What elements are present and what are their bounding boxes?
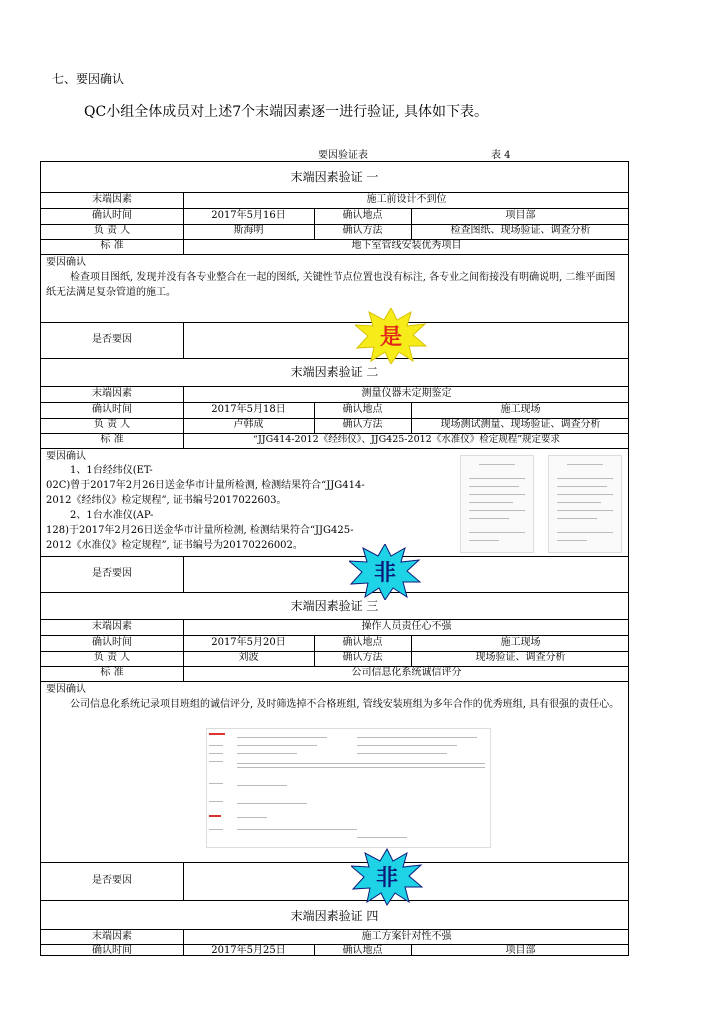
b2-confirm-line: 02C)曾于2017年2月26日送金华市计量所检测, 检测结果符合“JJG414- (46, 480, 365, 491)
b2-time-label: 确认时间 (92, 404, 132, 415)
section-heading: 七、要因确认 (52, 72, 125, 86)
b3-confirm-label: 要因确认 (46, 684, 86, 695)
b2-factor-label: 末端因素 (92, 388, 132, 399)
verification-table (40, 161, 629, 956)
b1-place-value: 项目部 (505, 210, 536, 221)
b3-standard-value: 公司信息化系统诚信评分 (351, 667, 462, 678)
b2-method-value: 现场测试测量、现场验证、调查分析 (440, 419, 601, 430)
b2-is-main-label: 是否要因 (92, 568, 132, 579)
b2-confirm-line: 2、1台水准仪(AP- (70, 510, 154, 521)
b4-factor-label: 末端因素 (92, 931, 132, 942)
b1-result-text: 是 (379, 325, 403, 350)
b3-time-value: 2017年5月20日 (211, 637, 286, 648)
b3-owner-label: 负 责 人 (93, 652, 131, 663)
b4-place-value: 项目部 (505, 945, 536, 956)
b1-method-value: 检查图纸、现场验证、调查分析 (450, 225, 591, 236)
b1-confirm-label: 要因确认 (46, 257, 86, 268)
b2-place-value: 施工现场 (500, 404, 541, 415)
b3-place-value: 施工现场 (500, 637, 541, 648)
b2-confirm-label: 要因确认 (46, 451, 86, 462)
b1-result-burst (355, 308, 427, 364)
b3-factor-value: 操作人员责任心不强 (361, 621, 452, 632)
b1-method-label: 确认方法 (342, 225, 383, 236)
block4-heading: 末端因素验证 四 (290, 909, 379, 923)
b2-factor-value: 测量仪器未定期鉴定 (361, 388, 452, 399)
b2-standard-value: “JJG414-2012《经纬仪》、JJG425-2012《水准仪》检定规程”规定要求 (252, 434, 561, 445)
b4-time-value: 2017年5月25日 (211, 945, 286, 956)
b2-standard-label: 标 准 (100, 434, 124, 445)
b4-factor-value: 施工方案针对性不强 (361, 931, 452, 942)
b3-owner-value: 刘波 (238, 652, 259, 663)
block3-heading: 末端因素验证 三 (290, 599, 379, 613)
b2-method-label: 确认方法 (342, 419, 383, 430)
b3-place-label: 确认地点 (342, 637, 383, 648)
b2-time-value: 2017年5月18日 (211, 404, 286, 415)
b1-factor-value: 施工前设计不到位 (366, 194, 447, 205)
b2-confirm-line: 2012《经纬仪》检定规程”, 证书编号2017022603。 (46, 495, 287, 506)
b1-is-main-label: 是否要因 (92, 334, 132, 345)
b4-place-label: 确认地点 (342, 945, 383, 956)
table-number: 表 4 (491, 150, 511, 161)
b2-confirm-line: 1、1台经纬仪(ET- (70, 465, 153, 476)
b1-time-value: 2017年5月16日 (211, 210, 286, 221)
b2-place-label: 确认地点 (342, 404, 383, 415)
b2-owner-label: 负 责 人 (93, 419, 131, 430)
certificate-scan-1 (460, 455, 534, 553)
intro-paragraph: QC小组全体成员对上述7个末端因素逐一进行验证, 具体如下表。 (84, 104, 488, 120)
b2-result-burst (349, 544, 421, 600)
b3-factor-label: 末端因素 (92, 621, 132, 632)
block2-heading: 末端因素验证 二 (290, 365, 379, 379)
b3-method-value: 现场验证、调查分析 (475, 652, 566, 663)
b1-owner-value: 斯海明 (233, 225, 264, 236)
b1-place-label: 确认地点 (342, 210, 383, 221)
b3-confirm-text: 公司信息化系统记录项目班组的诚信评分, 及时筛选掉不合格班组, 管线安装班组为多年合作的优秀班组, 具有很强的责任心。 (70, 699, 620, 710)
b2-owner-value: 卢韩成 (233, 419, 264, 430)
b3-result-text: 非 (375, 866, 399, 891)
b1-standard-value: 地下室管线安装优秀项目 (351, 240, 462, 251)
b3-is-main-label: 是否要因 (92, 875, 132, 886)
block1-heading: 末端因素验证 一 (290, 170, 379, 184)
b2-result-text: 非 (373, 561, 397, 586)
b1-time-label: 确认时间 (92, 210, 132, 221)
b3-result-burst (351, 848, 423, 906)
system-screenshot (206, 728, 491, 848)
b1-confirm-text: 检查项目图纸, 发现并没有各专业整合在一起的图纸, 关键性节点位置也没有标注, 各专业之间衔接没有明确说明, 二维平面图纸无法满足复杂管道的施工。 (46, 272, 616, 298)
b3-standard-label: 标 准 (100, 667, 124, 678)
b3-time-label: 确认时间 (92, 637, 132, 648)
certificate-scan-2 (548, 455, 622, 553)
b2-confirm-line: 2012《水准仪》检定规程”, 证书编号为20170226002。 (46, 540, 303, 551)
b4-time-label: 确认时间 (92, 945, 132, 956)
b2-confirm-line: 128)于2017年2月26日送金华市计量所检测, 检测结果符合“JJG425- (46, 525, 354, 536)
b3-method-label: 确认方法 (342, 652, 383, 663)
table-caption: 要因验证表 (318, 150, 368, 161)
b1-standard-label: 标 准 (100, 240, 124, 251)
b1-owner-label: 负 责 人 (93, 225, 131, 236)
b1-factor-label: 末端因素 (92, 194, 132, 205)
